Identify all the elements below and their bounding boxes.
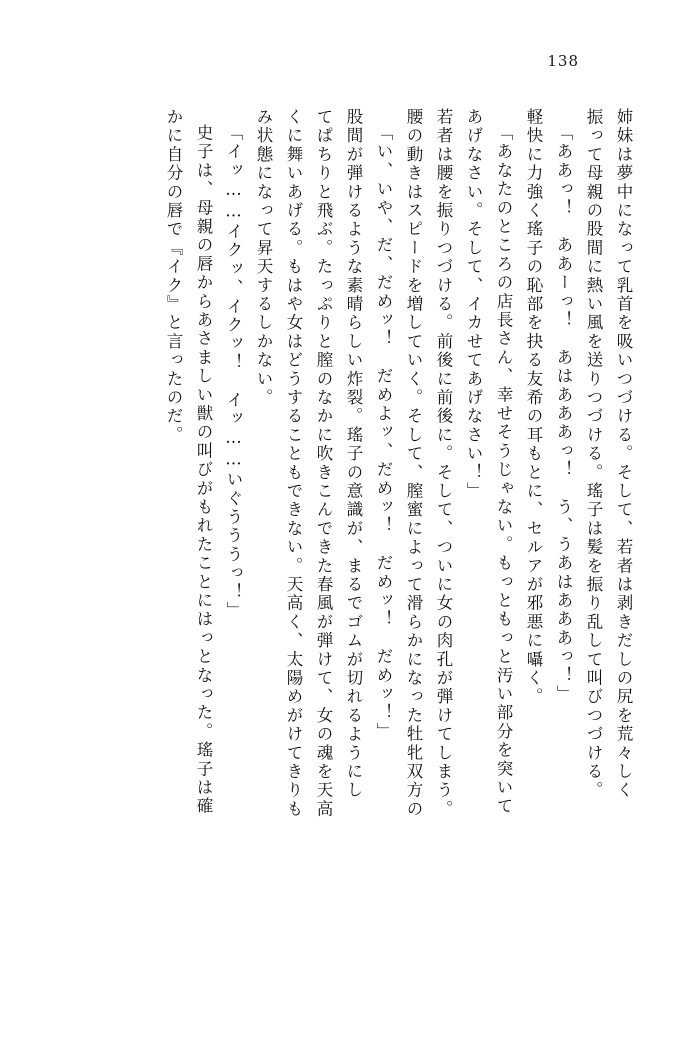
text-line: 「イッ……イクッ、イクッ！ イッ……いぐうううっ！」 bbox=[224, 124, 243, 621]
text-line: 「あなたのところの店長さん、幸せそうじゃない。もっともっと汚い部分を突いて bbox=[494, 124, 513, 816]
text-line: てぱちりと飛ぶ。たっぷりと膣のなかに吹きこんできた春風が弾けて、女の魂を天高 bbox=[314, 108, 333, 819]
text-line: 股間が弾けるような素晴らしい炸裂。瑤子の意識が、まるでゴムが切れるようにし bbox=[344, 108, 363, 800]
text-line: かに自分の唇で『イク』と言ったのだ。 bbox=[164, 108, 183, 445]
text-line: あげなさい。そして、イカせてあげなさい！」 bbox=[464, 108, 483, 501]
text-line: 史子は、母親の唇からあさましい獣の叫びがもれたことにはっとなった。瑤子は確 bbox=[194, 124, 213, 816]
page-number: 138 bbox=[547, 52, 579, 70]
text-line: 「い、いや、だ、だめッ！ だめよッ、だめッ！ だめッ！ だめッ！」 bbox=[374, 124, 393, 742]
text-line: 振って母親の股間に熱い風を送りつづける。瑤子は髪を振り乱して叫びつづける。 bbox=[584, 108, 603, 800]
text-line: くに舞いあげる。もはや女はどうすることもできない。天高く、太陽めがけてきりも bbox=[284, 108, 303, 819]
text-line: 姉妹は夢中になって乳首を吸いつづける。そして、若者は剥きだしの尻を荒々しく bbox=[614, 108, 633, 800]
body-text-block bbox=[48, 108, 631, 986]
text-line: 「ああっ！ ああーっ！ あはあああっ！ う、うあはあああっ！」 bbox=[554, 124, 573, 704]
text-line: 若者は腰を振りつづける。前後に前後に。そして、ついに女の肉孔が弾けてしまう。 bbox=[434, 108, 453, 819]
text-line: み状態になって昇天するしかない。 bbox=[254, 108, 273, 408]
text-line: 腰の動きはスピードを増していく。そして、膣蜜によって滑らかになった牡牝双方の bbox=[404, 108, 423, 819]
text-line: 軽快に力強く瑤子の恥部を抉る友希の耳もとに、セルアが邪悪に囁く。 bbox=[524, 108, 543, 707]
